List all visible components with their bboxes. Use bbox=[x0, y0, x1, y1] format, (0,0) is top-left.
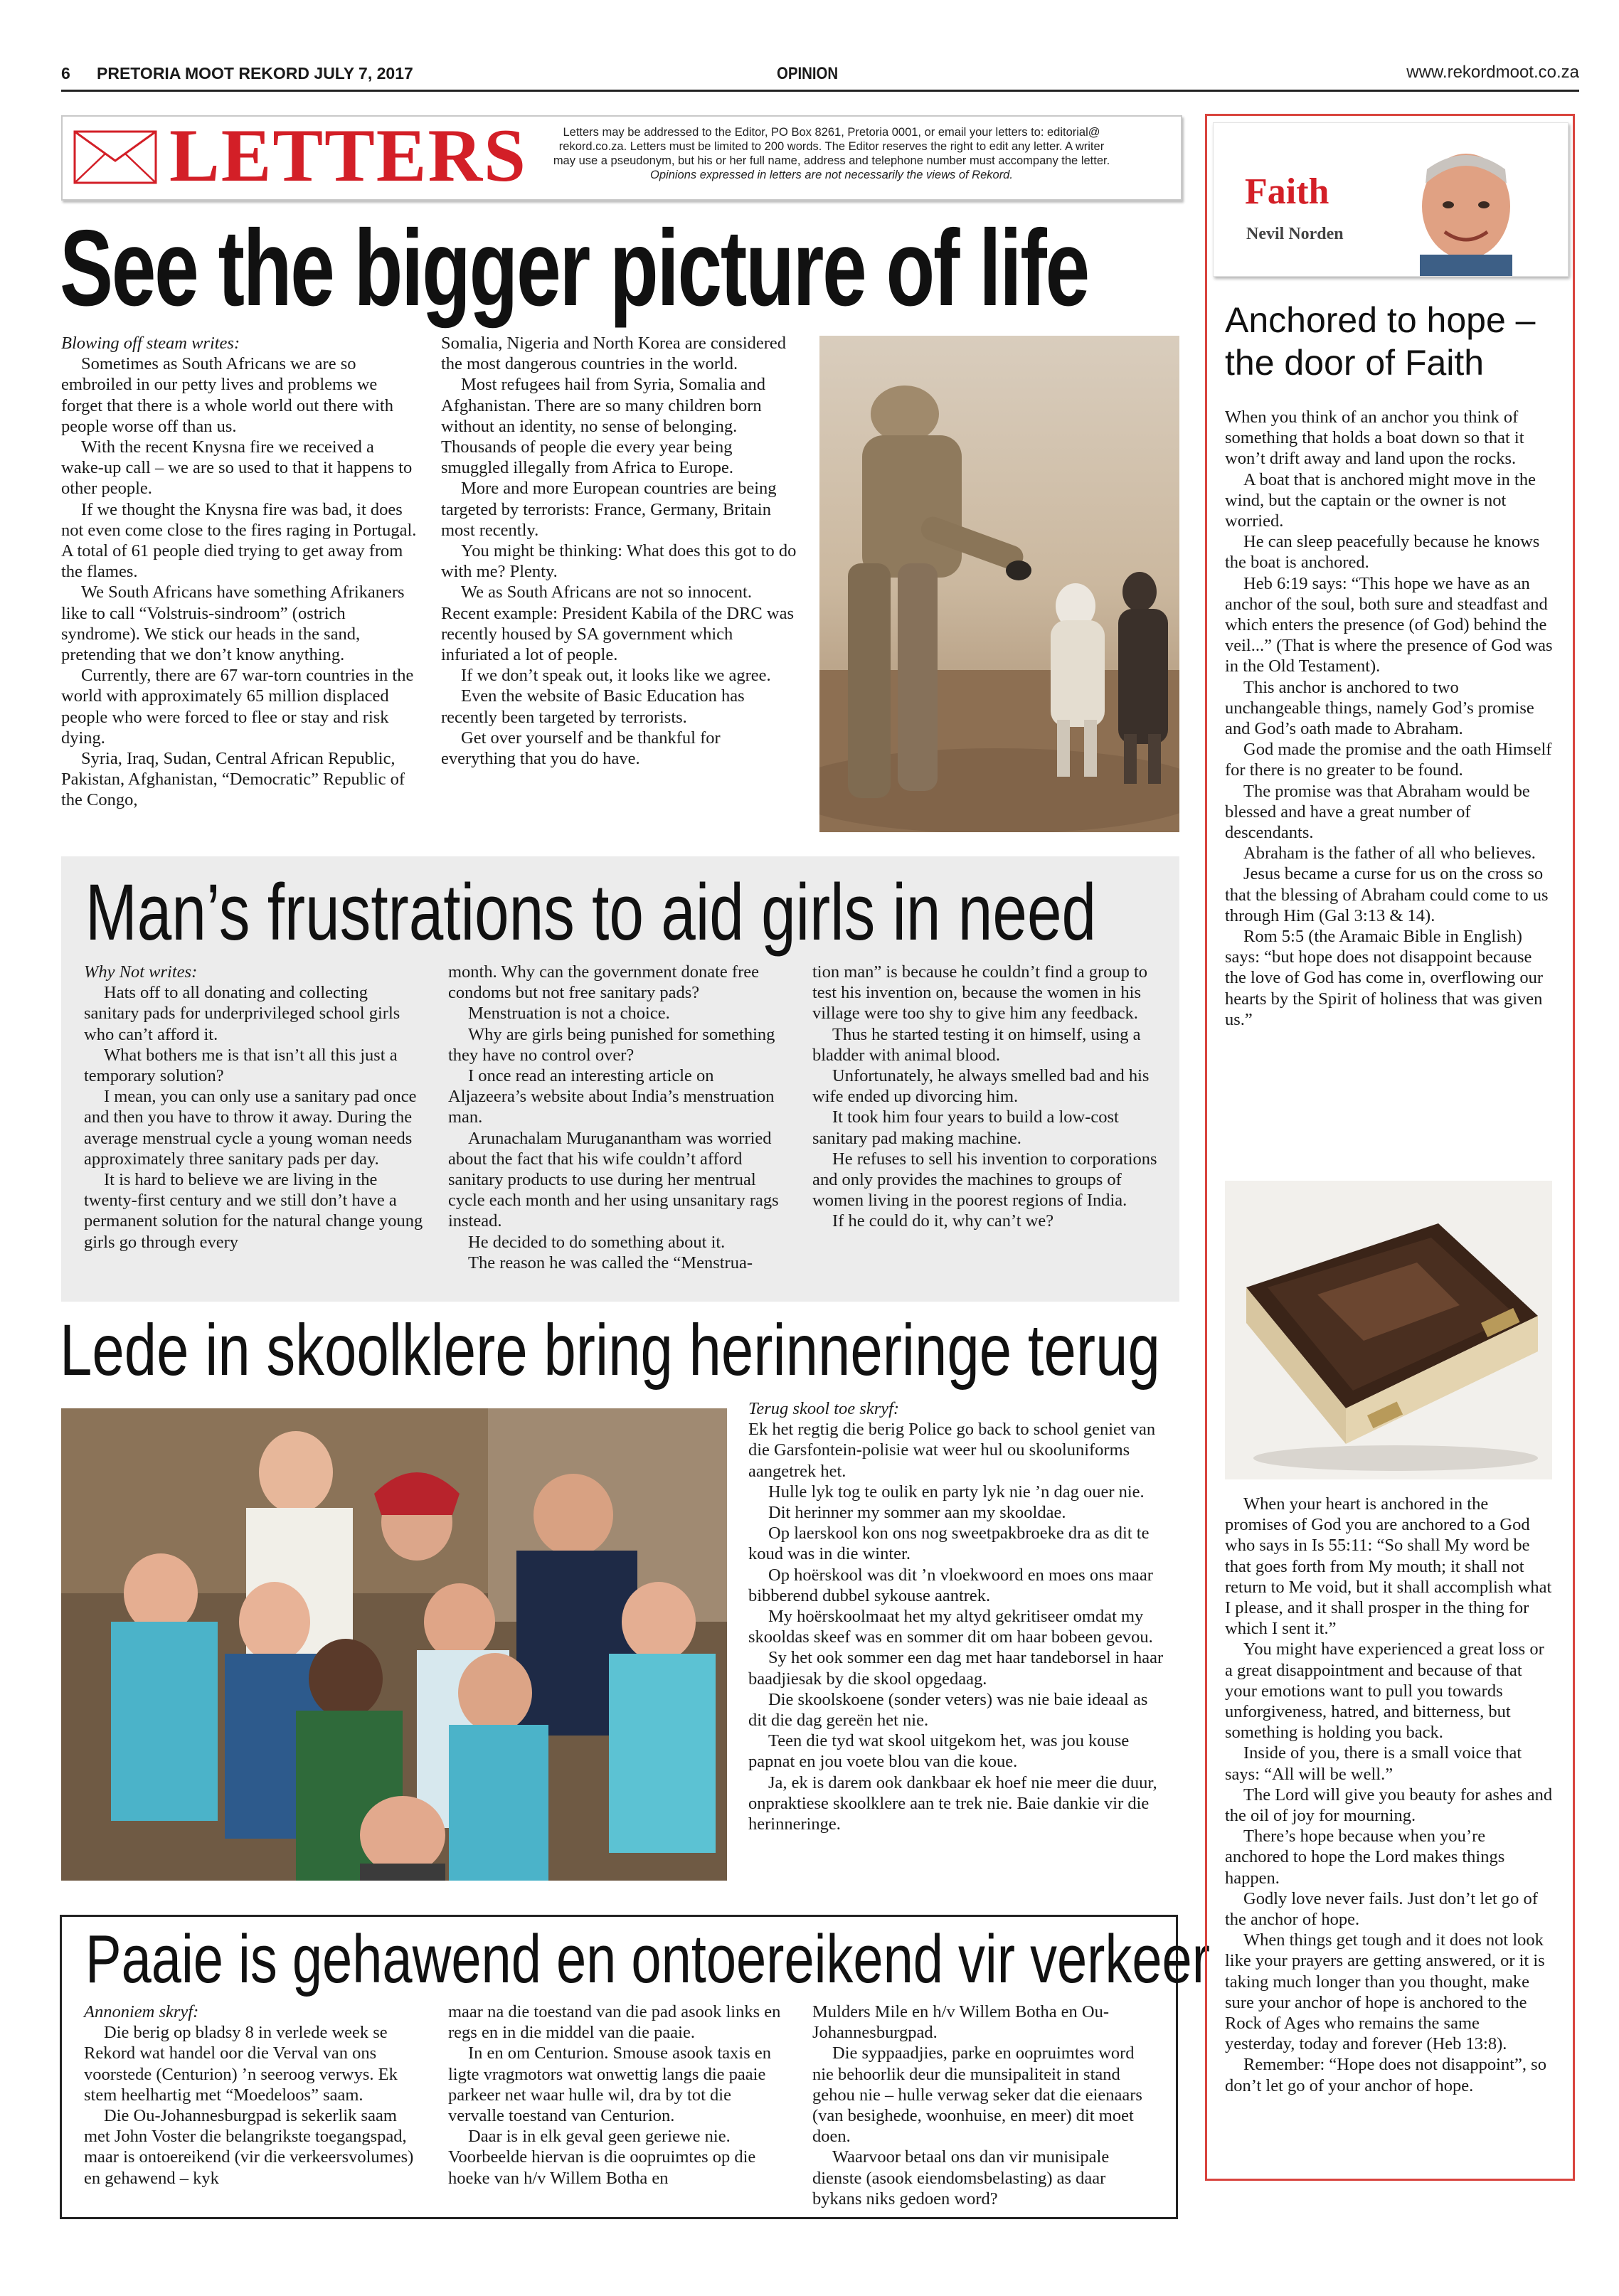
soldier-children-photo bbox=[819, 336, 1179, 832]
article2-col2: month. Why can the government donate free condoms but not free sanitary pads? Menstruation is not a choice. Why are girls being punished for something they have no control over? I once read an interesting article on Aljazeera’s website about India’s menstruation man. Arunachalam Muruganantham was worried about the fact that his wife couldn’t afford sanitary products to use during her mentrual cycle each month and her using unsanitary rags instead. He decided to do something about it. The reason he was called the “Menstrua- bbox=[448, 962, 779, 1272]
faith-label: Faith bbox=[1245, 171, 1329, 212]
article3-byline: Terug skool toe skryf: bbox=[748, 1399, 900, 1418]
header-rule bbox=[61, 90, 1579, 92]
faith-author: Nevil Norden bbox=[1246, 225, 1344, 243]
publication-dateline: PRETORIA MOOT REKORD JULY 7, 2017 bbox=[97, 64, 413, 83]
article4-headline: Paaie is gehawend en ontoereikend vir verkeer bbox=[85, 1921, 1210, 1997]
article2-headline: Man’s frustrations to aid girls in need bbox=[85, 868, 1097, 957]
envelope-icon bbox=[73, 129, 158, 185]
article3-body: Terug skool toe skryf: Ek het regtig die berig Police go back to school geniet van die Garsfontein-polisie wat weer hul ou skooluniforms aangetrek het. Hulle lyk tog te oulik en party lyk nie ’n dag ouer nie. Dit herinner my sommer aan my skooldae. Op laerskool kon ons nog sweetpakbroeke dra as dit te koud was in die winter. Op hoërskool was dit ’n vloekwoord en moes ons maar bibberend dubbel sykouse aantrek. My hoërskoolmaat het my altyd gekritiseer omdat my skooldas skeef was en sommer dit om haar bobeen gevou. Sy het ook sommer een dag met haar tandeborsel in haar baadjiesak by die skool opgedaag. Die skoolskoene (sonder veters) was nie baie ideaal as dit die dag gereën het nie. Teen die tyd wat skool uitgekom het, was jou kouse papnat en jou voete blou van die koue. Ja, ek is darem ook dankbaar ek hoef nie meer die duur, onpraktiese skoolklere aan te trek nie. Baie dankie vir die herinneringe. bbox=[748, 1399, 1164, 1834]
article1-col1: Blowing off steam writes: Sometimes as South Africans we are so embroiled in our petty lives and problems we forget that there is a whole world out there with people worse off than us. With the recent Knysna fire we received a wake-up call – we are so used to that it happens to other people. If we thought the Knysna fire was bad, it does not even come close to the fires raging in Portugal. A total of 61 people died trying to get away from the flames. We South Africans have something Afrikaners like to call “Volstruis-sindroom” (ostrich syndrome). We stick our heads in the sand, pretending that we don’t know anything. Currently, there are 67 war-torn countries in the world with approximately 65 million displaced people who were forced to flee or stay and risk dying. Syria, Iraq, Sudan, Central African Republic, Pakistan, Afghanistan, “Democratic” Republic of the Congo, bbox=[61, 334, 417, 810]
article4-col2: maar na die toestand van die pad asook links en regs en in die middel van die paaie. In en om Centurion. Smouse asook taxis en ligte vragmotors wat onwettig langs die paaie parkeer net waar hulle wil, dra by tot die vervalle toestand van Centurion. Daar is in elk geval geen geriewe nie. Voorbeelde hiervan is die oopruimtes op die hoeke van h/v Willem Botha en bbox=[448, 2002, 781, 2188]
article4-col1: Annoniem skryf: Die berig op bladsy 8 in verlede week se Rekord wat handel oor die Verval van ons voorstede (Centurion) ’n seeroog verwys. Ek stem heelhartig met “Moedeloos” saam. Die Ou-Johannesburgpad is sekerlik saam met John Voster die belangrikste toegangspad, maar is ontoereikend (vir die verkeersvolumes) en gehawend – kyk bbox=[84, 2002, 424, 2189]
article4-col3: Mulders Mile en h/v Willem Botha en Ou-Johannesburgpad. Die syppaadjies, parke en oopruimtes word nie behoorlik deur die munsipaliteit in stand gehou nie – hulle verwag seker dat die eienaars (van besighede, woonhuise, en meer) dit moet doen. Waarvoor betaal ons dan vir munisipale dienste (asook eiendomsbelasting) as daar bykans niks gedoen word? bbox=[812, 2002, 1142, 2209]
letters-title: LETTERS bbox=[169, 114, 528, 197]
article2-col3: tion man” is because he couldn’t find a group to test his invention on, because the women in his village were too shy to give him any feedback. Thus he started testing it on himself, using a bladder with animal blood. Unfortunately, he always smelled bad and his wife ended up divorcing him. It took him four years to build a low-cost sanitary pad making machine. He refuses to sell his invention to corporations and only provides the machines to groups of women living in the poorest regions of India. If he could do it, why can’t we? bbox=[812, 962, 1157, 1231]
article1-col2: Somalia, Nigeria and North Korea are considered the most dangerous countries in the world. Most refugees hail from Syria, Somalia and Afghanistan. There are so many children born without an identity, no sense of belonging. Thousands of people die every year being smuggled illegally from Africa to Europe. More and more European countries are being targeted by terrorists: France, Germany, Britain most recently. You might be thinking: What does this got to do with me? Plenty. We as South Africans are not so innocent. Recent example: President Kabila of the DRC was recently housed by SA government which infuriated a lot of people. If we don’t speak out, it looks like we agree. Even the website of Basic Education has recently been targeted by terrorists. Get over yourself and be thankful for everything that you do have. bbox=[441, 334, 797, 769]
article1-headline: See the bigger picture of life bbox=[60, 208, 1088, 329]
page-number: 6 bbox=[61, 64, 70, 83]
article2-byline: Why Not writes: bbox=[84, 962, 198, 982]
article4-byline: Annoniem skryf: bbox=[84, 2002, 199, 2021]
faith-body-bottom: When your heart is anchored in the promises of God you are anchored to a God who says in Is 55:11: “So shall My word be that goes forth from My mouth; it shall not return to Me void, but it shall accomplish what I please, and it shall prosper in the thing for which I sent it.” You might have experienced a great loss or a great disappointment and because of that your emotions want to pull you towards unforgiveness, hatred, and bitterness, but something is holding you back. Inside of you, there is a small voice that says: “All will be well.” The Lord will give you beauty for ashes and the oil of joy for mourning. There’s hope because when you’re anchored to hope the Lord makes things happen. Godly love never fails. Just don’t let go of the anchor of hope. When things get tough and it does not look like your prayers are getting answered, or it is taking much longer than you thought, make sure your anchor of hope is anchored to the Rock of Ages who remains the same yesterday, today and forever (Heb 13:8). Remember: “Hope does not disappoint”, so don’t let go of your anchor of hope. bbox=[1225, 1494, 1553, 2095]
letters-banner bbox=[61, 115, 1182, 201]
police-school-uniform-photo bbox=[61, 1408, 727, 1881]
faith-body-top: When you think of an anchor you think of something that holds a boat down so that it won’t drift away and land upon the rocks. A boat that is anchored might move in the wind, but the captain or the owner is not worried. He can sleep peacefully because he knows the boat is anchored. Heb 6:19 says: “This hope we have as an anchor of the soul, both sure and steadfast and which enters the presence (of God) behind the veil...” (That is where the presence of God was in the Old Testament). This anchor is anchored to two unchangeable things, namely God’s promise and God’s oath made to Abraham. God made the promise and the oath Himself for there is no greater to be found. The promise was that Abraham would be blessed and have a great number of descendants. Abraham is the father of all who believes. Jesus became a curse for us on the cross so that the blessing of Abraham could come to us through Him (Gal 3:13 & 14). Rom 5:5 (the Aramaic Bible in English) says: “but hope does not disappoint because the love of God has come in, overflowing our hearts by the Spirit of holiness that was given us.” bbox=[1225, 408, 1553, 1029]
letters-submission-note: Letters may be addressed to the Editor, PO Box 8261, Pretoria 0001, or email your letters to: editorial@ rekord.co.za. Letters must be limited to 200 words. The Editor reserves the right to edit any letter. A writer may use a pseudonym, but his or her full name, address and telephone number must accompany the letter. Opinions expressed in letters are not necessarily the views of Rekord. bbox=[553, 126, 1110, 181]
website-url[interactable]: www.rekordmoot.co.za bbox=[1406, 63, 1579, 82]
article2-col1: Why Not writes: Hats off to all donating and collecting sanitary pads for underprivileged school girls who can’t afford it. What bothers me is that isn’t all this just a temporary solution? I mean, you can only use a sanitary pad once and then you have to throw it away. During the average menstrual cycle a young woman needs approximately three sanitary pads per day. It is hard to believe we are living in the twenty-first century and we still don’t have a permanent solution for the natural change young girls go through every bbox=[84, 962, 423, 1252]
faith-headline: Anchored to hope – the door of Faith bbox=[1225, 300, 1536, 383]
author-portrait bbox=[1391, 141, 1541, 276]
old-bible-photo bbox=[1225, 1181, 1552, 1479]
section-label: OPINION bbox=[777, 64, 839, 83]
article1-byline: Blowing off steam writes: bbox=[61, 334, 240, 353]
article3-headline: Lede in skoolklere bring herinneringe terug bbox=[60, 1309, 1160, 1391]
